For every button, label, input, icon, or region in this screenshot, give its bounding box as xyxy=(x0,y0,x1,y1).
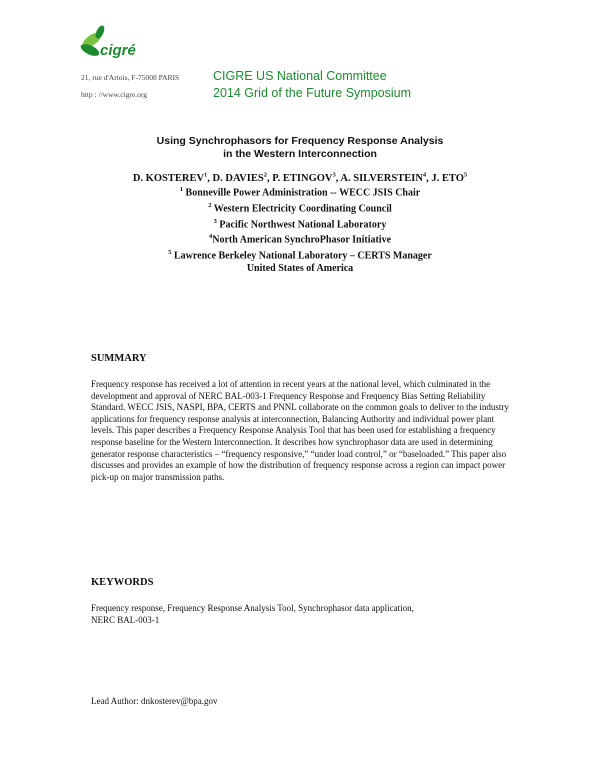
country: United States of America xyxy=(246,263,354,275)
website-url: http : //www.cigre.org xyxy=(81,90,148,99)
keywords-text: Frequency response, Frequency Response Analysis Tool, Synchrophasor data application, NERC BAL-003-1 xyxy=(91,603,414,625)
logo-wordmark: cigré xyxy=(100,42,136,59)
committee-name: CIGRE US National Committee xyxy=(213,69,387,83)
author: D. KOSTEREV$^1$, xyxy=(132,171,213,184)
affiliation: $^5$ Lawrence Berkeley National Laboratory – CERTS Manager xyxy=(168,249,432,262)
affiliation: $^3$ Pacific Northwest National Laboratory xyxy=(213,217,387,230)
affiliation-list xyxy=(40,184,560,276)
affiliation: $^4$North American SynchroPhasor Initiative xyxy=(208,233,392,246)
author: P. ETINGOV$^3$, xyxy=(272,171,341,184)
author-list xyxy=(40,171,560,184)
affiliation: $^1$ Bonneville Power Administration -- WECC JSIS Chair xyxy=(179,186,421,199)
summary-heading: SUMMARY xyxy=(91,353,147,364)
symposium-name: 2014 Grid of the Future Symposium xyxy=(213,86,412,100)
cigre-leaf-icon xyxy=(78,24,144,66)
keywords-heading: KEYWORDS xyxy=(91,577,154,588)
paper-title-line-2: in the Western Interconnection xyxy=(223,148,377,160)
author: J. ETO$^5$ xyxy=(431,171,468,184)
lead-author: Lead Author: dnkosterev@bpa.gov xyxy=(91,696,218,706)
author: D. DAVIES$^2$, xyxy=(212,171,273,184)
cigre-logo xyxy=(78,24,144,66)
address: 21, rue d'Artois, F-75008 PARIS xyxy=(81,73,180,82)
author: A. SILVERSTEIN$^4$, xyxy=(340,171,432,184)
affiliation: $^2$ Western Electricity Coordinating Council xyxy=(208,201,392,215)
summary-text: Frequency response has received a lot of attention in recent years at the national level, which culminated in the development and approval of NERC BAL-003-1 Frequency Response and Frequency Bias Setting Reliability Standard. WECC JSIS, NASPI, BPA, CERTS and PNNL collaborate on the common goals to deliver to the industry applications for frequency response analysis at interconnection, Balancing Authority and individual power plant levels. This paper describes a Frequency Response Analysis Tool that has been used for establishing a frequency response baseline for the Western Interconnection. It describes how synchrophasor data are used in determining generator response characteristics – “frequency responsive,” “under load control,” or “baseloaded.” This paper also discusses and provides an example of how the distribution of frequency response across a region can impact power pick-up on major transmission paths. xyxy=(91,379,509,482)
paper-title-line-1: Using Synchrophasors for Frequency Response Analysis xyxy=(156,135,444,147)
